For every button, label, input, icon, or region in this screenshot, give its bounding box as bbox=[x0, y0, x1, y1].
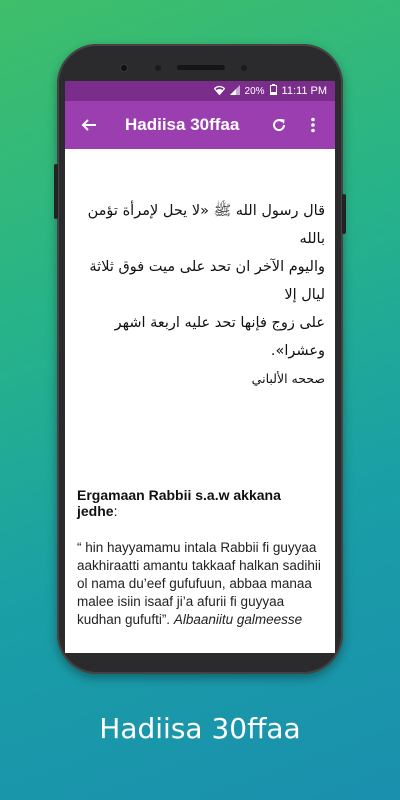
arabic-line: على زوج فإنها تحد عليه اربعة اشهر وعشرا». bbox=[114, 315, 325, 359]
signal-icon bbox=[230, 85, 240, 98]
phone-frame bbox=[57, 44, 343, 674]
overflow-menu-button[interactable] bbox=[299, 111, 327, 139]
power-button bbox=[342, 194, 346, 234]
volume-button bbox=[54, 164, 58, 219]
heading-bold: Ergamaan Rabbii s.a.w akkana jedhe bbox=[77, 487, 281, 519]
promo-caption: Hadiisa 30ffaa bbox=[99, 712, 301, 745]
front-camera bbox=[119, 63, 129, 73]
heading-colon: : bbox=[113, 503, 118, 519]
page-title: Hadiisa 30ffaa bbox=[125, 115, 240, 134]
phone-top-bezel bbox=[57, 44, 343, 84]
status-bar bbox=[65, 81, 335, 101]
clock: 11:11 PM bbox=[281, 85, 327, 97]
translation-body bbox=[77, 539, 323, 629]
battery-icon bbox=[270, 84, 277, 98]
arabic-text bbox=[75, 197, 325, 393]
screen bbox=[65, 81, 335, 653]
earpiece-speaker bbox=[177, 65, 225, 70]
hadith-content bbox=[65, 197, 335, 629]
arrow-back-icon bbox=[81, 117, 97, 133]
more-vert-icon bbox=[310, 117, 316, 133]
sensor bbox=[155, 65, 161, 71]
arabic-line: واليوم الآخر ان تحد على ميت فوق ثلاثة ليال إلا bbox=[89, 259, 325, 303]
grading-text: Albaaniitu galmeesse bbox=[173, 612, 303, 627]
arabic-line: قال رسول الله ﷺ «لا يحل لإمرأة تؤمن بالله bbox=[87, 203, 325, 247]
battery-percent: 20% bbox=[244, 85, 265, 97]
translation-heading bbox=[77, 487, 323, 519]
wifi-icon bbox=[214, 85, 225, 98]
app-bar bbox=[65, 101, 335, 149]
sensor-right bbox=[241, 65, 247, 71]
arabic-grade: صححه الألباني bbox=[251, 371, 325, 386]
back-button[interactable] bbox=[75, 111, 103, 139]
refresh-button[interactable] bbox=[265, 111, 293, 139]
refresh-icon bbox=[271, 117, 287, 133]
translation-text: “ hin hayyamamu intala Rabbii fi guyyaa aakhiraatti amantu takkaaf halkan sadihii ol nama du’eef gufufuun, abbaa manaa malee isiin isaaf ji’a afurii fi guyyaa kudhan gufufti”. bbox=[77, 540, 321, 627]
